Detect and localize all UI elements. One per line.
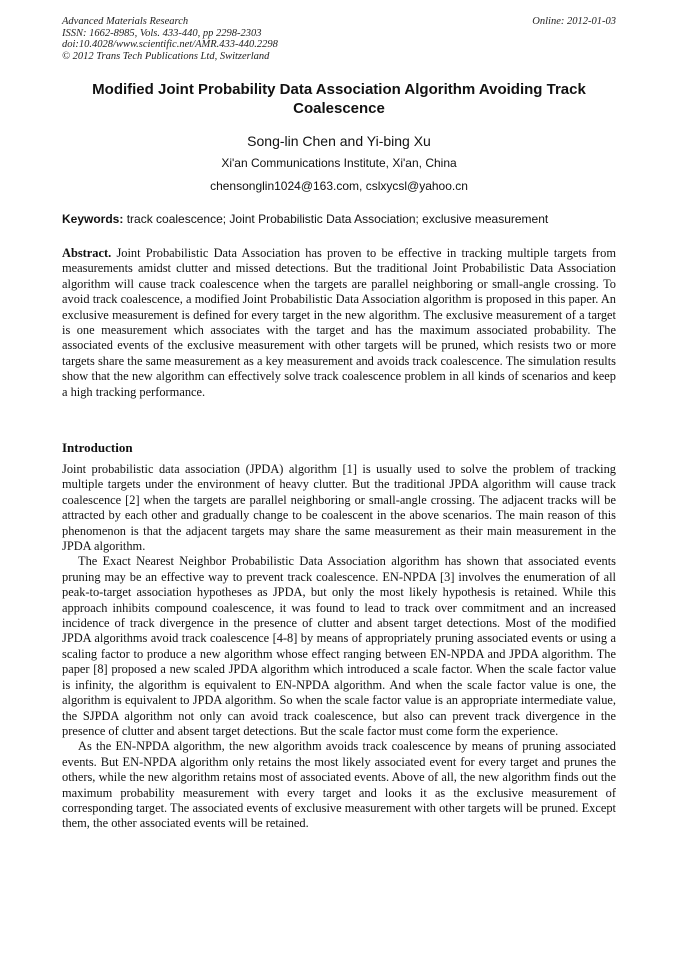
journal-issn: ISSN: 1662-8985, Vols. 433-440, pp 2298-2303 <box>62 27 262 39</box>
paper-affiliation: Xi'an Communications Institute, Xi'an, China <box>221 156 457 170</box>
journal-copyright: © 2012 Trans Tech Publications Ltd, Switzerland <box>62 50 270 62</box>
keywords-line <box>62 212 616 227</box>
journal-header <box>62 16 616 62</box>
intro-paragraph-3: As the EN-NPDA algorithm, the new algorithm avoids track coalescence by means of pruning associated events. But EN-NPDA algorithm only retains the most likely associated event for every target and prunes the others, while the new algorithm retains most of associated events. Above of all, the new algorithm finds out the maximum probability measurement with every target and looks it as the exclusive measurement of corresponding target. The associated events of exclusive measurement with other targets will be pruned. Except them, the other associated events will be retained. <box>62 739 616 831</box>
intro-paragraph-2: The Exact Nearest Neighbor Probabilistic Data Association algorithm has shown that associated events pruning may be an effective way to prevent track coalescence. EN-NPDA [3] involves the enumeration of all peak-to-target association hypotheses as JPDA, but only the most likely hypothesis is retained. While this approach inhibits compound coalescence, it was found to lead to track over commitment and an increased incidence of track divergence in the presence of clutter and absent target detections. Most of the modified JPDA algorithms avoid track coalescence [4-8] by means of appropriately pruning associated events or using a scaling factor to produce a new algorithm whose effect ranging between EN-NPDA and JPDA algorithm. The paper [8] proposed a new scaled JPDA algorithm which introduced a scale factor. When the scale factor value is infinity, the algorithm is equivalent to EN-NPDA algorithm. And when the scale factor value is one, the algorithm is equivalent to JPDA algorithm. So when the scale factor value is an appropriate intermediate value, the SJPDA algorithm not only can avoid track coalescence, but also can prevent track divergence in the presence of clutter and absent target detections. But the scale factor must come form the experience. <box>62 554 616 738</box>
introduction-body <box>62 462 616 832</box>
abstract <box>62 246 616 400</box>
paper-authors: Song-lin Chen and Yi-bing Xu <box>247 133 431 149</box>
journal-doi: doi:10.4028/www.scientific.net/AMR.433-440.2298 <box>62 39 278 50</box>
intro-paragraph-1: Joint probabilistic data association (JPDA) algorithm [1] is usually used to solve the problem of tracking multiple targets under the environment of heavy clutter. But the traditional JPDA algorithm will cause track coalescence [2] when the targets are parallel neighboring or small-angle crossing. The adjacent tracks will be attracted by each other and gradually change to be coalescent in the above scenarios. The main reason of this phenomenon is that the adjacent targets may share the same measurement as their main measurement in the JPDA algorithm. <box>62 462 616 554</box>
online-date: Online: 2012-01-03 <box>532 16 616 27</box>
section-heading-introduction: Introduction <box>62 440 133 455</box>
abstract-text: Joint Probabilistic Data Association has proven to be effective in tracking multiple targets from measurements amidst clutter and missed detections. But the traditional Joint Probabilistic Data Association algorithm will cause track coalescence when the targets are parallel neighboring or small-angle crossing. To avoid track coalescence, a modified Joint Probabilistic Data Association algorithm is proposed in this paper. An exclusive measurement is defined for every target in the new algorithm. The exclusive measurement of a target is one measurement which associates with the target and has the maximum associated probability. The associated events of the exclusive measurement with other targets will be pruned, which resists two or more targets share the same measurement as a key measurement and avoids track coalescence. The simulation results show that the new algorithm can effectively solve track coalescence problem in all kinds of scenarios and keep a high tracking performance. <box>62 246 616 399</box>
paper-title: Modified Joint Probability Data Association Algorithm Avoiding Track Coalescence <box>92 81 586 117</box>
abstract-label: Abstract. <box>62 246 112 260</box>
author-emails: chensonglin1024@163.com, cslxycsl@yahoo.cn <box>210 179 468 193</box>
keywords-label: Keywords: <box>62 212 124 226</box>
keywords-text: track coalescence; Joint Probabilistic Data Association; exclusive measurement <box>126 212 549 226</box>
journal-name: Advanced Materials Research <box>62 16 189 27</box>
